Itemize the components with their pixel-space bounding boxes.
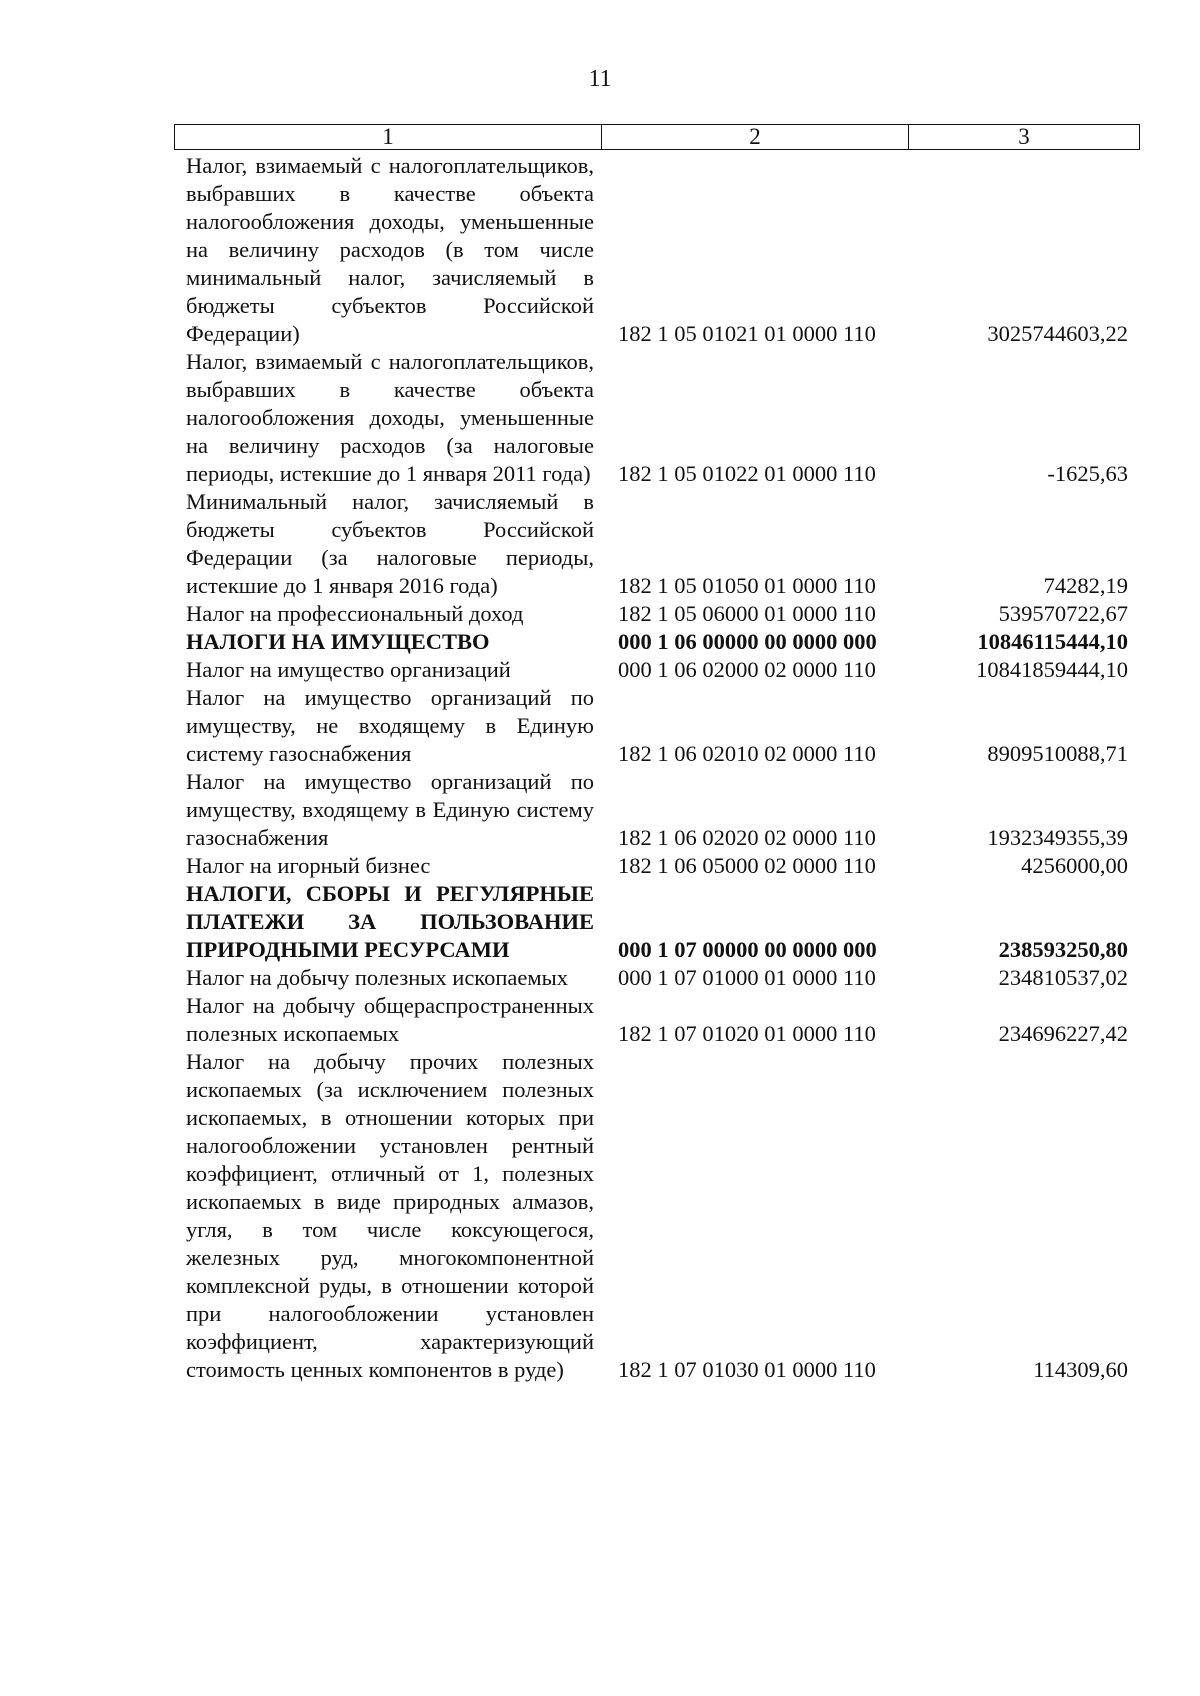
row-amount: 234696227,42 [998,1021,1128,1046]
row-name: Налог на имущество организаций [186,657,511,682]
page-number: 11 [588,66,612,92]
table-row [0,488,1200,600]
row-amount: 234810537,02 [998,965,1128,990]
table-body [0,152,1200,1384]
row-name: Налог на профессиональный доход [186,601,524,626]
row-code: 000 1 06 00000 00 0000 000 [618,629,877,654]
row-name: Налог, взимаемый с налогоплательщиков, выбравших в качестве объекта налогообложения доходы, уменьшенные на величину расходов (в том числе минимальный налог, зачисляемый в бюджеты субъектов Российской Федерации) [186,153,594,346]
table-row [0,684,1200,768]
row-amount: 10841859444,10 [976,657,1128,682]
row-amount: 10846115444,10 [977,629,1128,654]
row-name: Налог на добычу полезных ископаемых [186,965,568,990]
row-code: 182 1 07 01030 01 0000 110 [618,1357,876,1382]
table-row [0,348,1200,488]
row-code: 000 1 07 00000 00 0000 000 [618,937,877,962]
row-amount: 3025744603,22 [987,321,1128,346]
row-name: Налог на имущество организаций по имуществу, входящему в Единую систему газоснабжения [186,769,594,850]
row-code: 182 1 06 02010 02 0000 110 [618,741,876,766]
row-name: Налог, взимаемый с налогоплательщиков, выбравших в качестве объекта налогообложения доходы, уменьшенные на величину расходов (за налоговые периоды, истекшие до 1 января 2011 года) [186,349,594,486]
table-row [0,656,1200,684]
row-amount: 8909510088,71 [987,741,1128,766]
row-name: Налог на имущество организаций по имуществу, не входящему в Единую систему газоснабжения [186,685,594,766]
column-header-3: 3 [1018,124,1030,149]
row-name: Налог на добычу общераспространенных полезных ископаемых [186,993,594,1046]
row-amount: 539570722,67 [998,601,1128,626]
row-code: 182 1 07 01020 01 0000 110 [618,1021,876,1046]
row-code: 182 1 06 02020 02 0000 110 [618,825,876,850]
row-amount: 4256000,00 [1021,853,1128,878]
row-name: Налог на игорный бизнес [186,853,431,878]
row-name: Налог на добычу прочих полезных ископаемых (за исключением полезных ископаемых, в отношении которых при налогообложении установлен рентный коэффициент, отличный от 1, полезных ископаемых в виде природных алмазов, угля, в том числе коксующегося, железных руд, многокомпонентной комплексной руды, в отношении которой при налогообложении установлен коэффициент, характеризующий стоимость ценных компонентов в руде) [186,1049,594,1382]
row-code: 000 1 07 01000 01 0000 110 [618,965,876,990]
row-code: 182 1 05 01021 01 0000 110 [618,321,876,346]
table-row [0,600,1200,628]
row-code: 182 1 06 05000 02 0000 110 [618,853,876,878]
table-row-section [0,628,1200,656]
row-amount: 238593250,80 [998,937,1128,962]
table-row [0,152,1200,348]
column-header-1: 1 [175,125,602,149]
table-row [0,992,1200,1048]
table-row [0,768,1200,852]
row-name: НАЛОГИ НА ИМУЩЕСТВО [186,629,490,654]
table-row [0,852,1200,880]
row-code: 182 1 05 01050 01 0000 110 [618,573,876,598]
column-header-2: 2 [602,125,909,149]
row-amount: -1625,63 [1047,461,1128,486]
row-amount: 74282,19 [1043,573,1128,598]
table-row [0,1048,1200,1384]
row-amount: 114309,60 [1033,1357,1128,1382]
row-name: НАЛОГИ, СБОРЫ И РЕГУЛЯРНЫЕ ПЛАТЕЖИ ЗА ПОЛЬЗОВАНИЕ ПРИРОДНЫМИ РЕСУРСАМИ [186,881,594,962]
row-code: 182 1 05 06000 01 0000 110 [618,601,876,626]
row-amount: 1932349355,39 [987,825,1128,850]
row-code: 182 1 05 01022 01 0000 110 [618,461,876,486]
table-row [0,964,1200,992]
row-name: Минимальный налог, зачисляемый в бюджеты субъектов Российской Федерации (за налоговые периоды, истекшие до 1 января 2016 года) [186,489,594,598]
row-code: 000 1 06 02000 02 0000 110 [618,657,876,682]
table-header [174,124,1140,150]
table-row-section [0,880,1200,964]
